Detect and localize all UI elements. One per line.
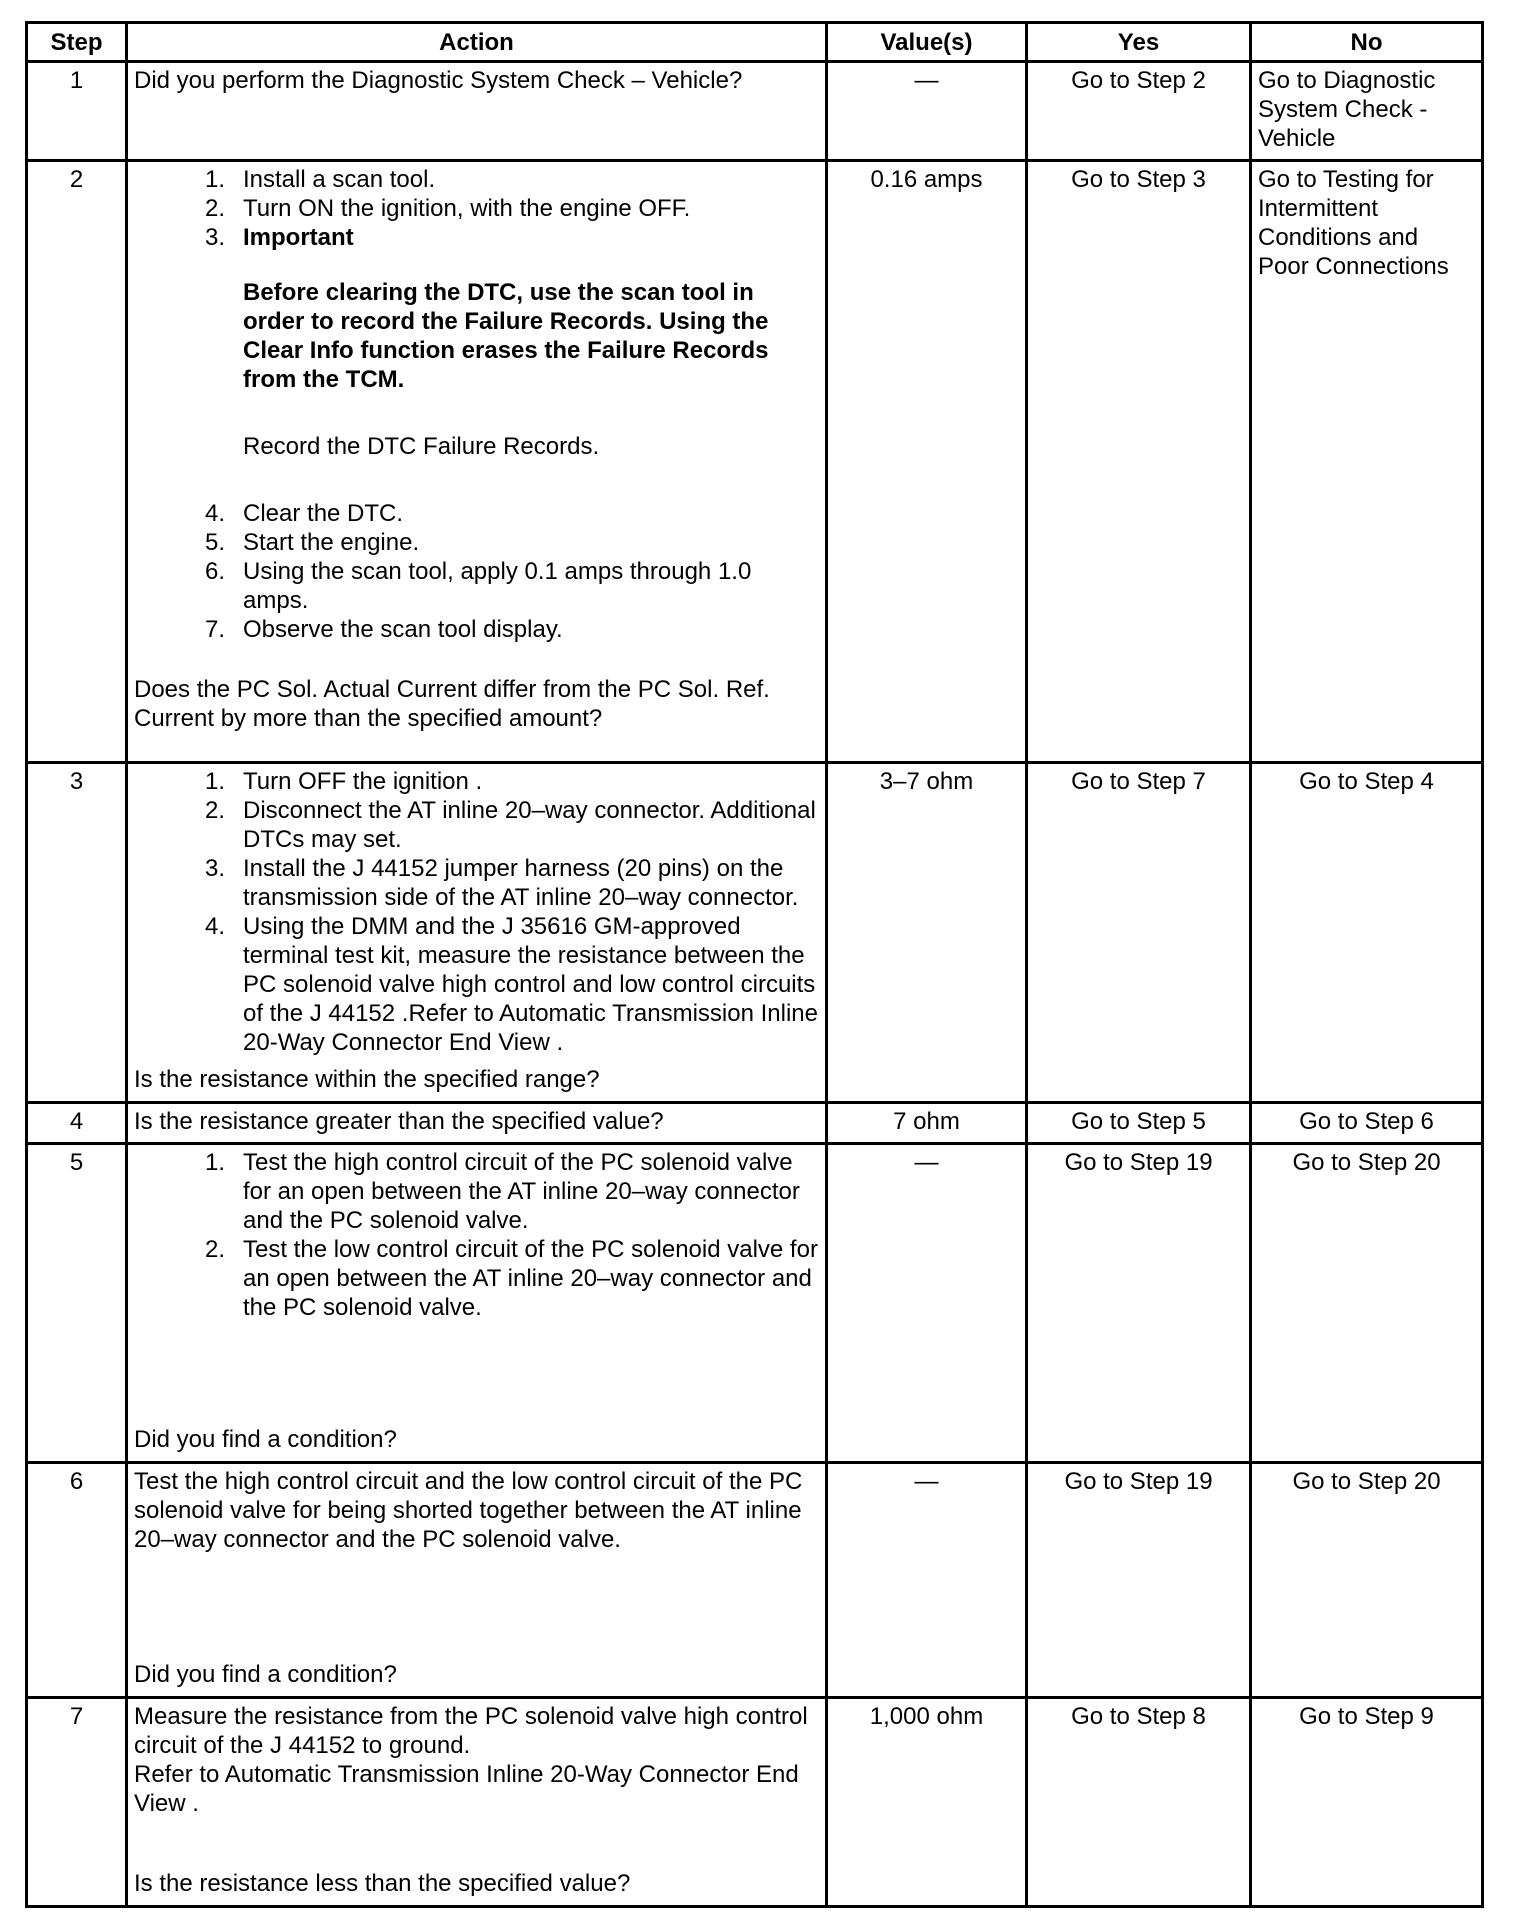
no-cell	[1251, 763, 1483, 1103]
no-link[interactable]: Go to Step 9	[1299, 1703, 1434, 1730]
item-text: Using the DMM and the J 35616 GM-approved terminal test kit, measure the resistance between the PC solenoid valve high control and low control circuits of the J 44152 .Refer to Automatic Transmission Inline 20-Way Connector End View .	[243, 913, 818, 1056]
diagnostic-table	[25, 21, 1484, 1908]
list-item	[134, 499, 819, 528]
value-text: —	[827, 62, 1027, 161]
list-item	[134, 557, 819, 615]
header-step: Step	[27, 23, 127, 62]
item-text: Test the low control circuit of the PC solenoid valve for an open between the AT inline 20–way connector and the PC solenoid valve.	[243, 1236, 818, 1321]
yes-link[interactable]: Go to Step 19	[1064, 1149, 1213, 1176]
important-label: Important	[243, 224, 354, 251]
no-link[interactable]: Go to Testing for Intermittent Conditions and Poor Connections	[1258, 166, 1449, 280]
item-number: 4.	[204, 500, 225, 527]
item-number: 6.	[204, 558, 225, 585]
item-number: 3.	[204, 224, 225, 251]
no-cell	[1251, 1698, 1483, 1907]
step-number: 3	[27, 763, 127, 1103]
table-row-step-6	[27, 1463, 1483, 1698]
no-cell	[1251, 62, 1483, 161]
item-text: Test the high control circuit of the PC solenoid valve for an open between the AT inline 20–way connector and the PC solenoid valve.	[243, 1149, 800, 1234]
step-number: 6	[27, 1463, 127, 1698]
table-row-step-1	[27, 62, 1483, 161]
important-note: Before clearing the DTC, use the scan tool in order to record the Failure Records. Using the Clear Info function erases the Failure Records from the TCM.	[243, 279, 769, 393]
no-cell	[1251, 1463, 1483, 1698]
no-link[interactable]: Go to Step 20	[1292, 1468, 1441, 1495]
table-row-step-2	[27, 161, 1483, 763]
table-row-step-4	[27, 1103, 1483, 1144]
header-yes: Yes	[1027, 23, 1251, 62]
question-text: Is the resistance within the specified range?	[134, 1066, 600, 1093]
yes-link[interactable]: Go to Step 8	[1071, 1703, 1206, 1730]
item-number: 1.	[204, 1149, 225, 1176]
item-text: Turn ON the ignition, with the engine OFF.	[243, 195, 691, 222]
question-text: Did you find a condition?	[134, 1661, 397, 1688]
action-text: Test the high control circuit and the low control circuit of the PC solenoid valve for being shorted together between the AT inline 20–way connector and the PC solenoid valve.	[134, 1468, 803, 1553]
header-action: Action	[127, 23, 827, 62]
item-text: Using the scan tool, apply 0.1 amps through 1.0 amps.	[243, 558, 752, 614]
question-text: Does the PC Sol. Actual Current differ from the PC Sol. Ref. Current by more than the specified amount?	[134, 676, 770, 732]
list-item	[134, 1235, 819, 1322]
yes-link[interactable]: Go to Step 3	[1071, 166, 1206, 193]
step-number: 7	[27, 1698, 127, 1907]
item-number: 3.	[204, 855, 225, 882]
no-cell	[1251, 1103, 1483, 1144]
no-cell	[1251, 161, 1483, 763]
list-item	[134, 767, 819, 796]
list-item	[134, 165, 819, 194]
action-list	[134, 165, 819, 252]
header-value: Value(s)	[827, 23, 1027, 62]
item-text: Disconnect the AT inline 20–way connector. Additional DTCs may set.	[243, 797, 816, 853]
no-link[interactable]: Go to Step 6	[1299, 1108, 1434, 1135]
yes-cell	[1027, 1463, 1251, 1698]
yes-link[interactable]: Go to Step 19	[1064, 1468, 1213, 1495]
step-number: 4	[27, 1103, 127, 1144]
item-number: 1.	[204, 166, 225, 193]
item-number: 2.	[204, 797, 225, 824]
item-number: 2.	[204, 1236, 225, 1263]
action-cell	[127, 763, 827, 1103]
question-text: Did you find a condition?	[134, 1426, 397, 1453]
yes-link[interactable]: Go to Step 7	[1071, 768, 1206, 795]
action-cell	[127, 161, 827, 763]
item-number: 5.	[204, 529, 225, 556]
no-link[interactable]: Go to Diagnostic System Check - Vehicle	[1258, 67, 1436, 152]
action-cell	[127, 1698, 827, 1907]
action-list	[134, 1148, 819, 1322]
item-text: Clear the DTC.	[243, 500, 404, 527]
yes-cell	[1027, 161, 1251, 763]
item-text: Install the J 44152 jumper harness (20 pins) on the transmission side of the AT inline 20–way connector.	[243, 855, 799, 911]
list-item	[134, 194, 819, 223]
header-no: No	[1251, 23, 1483, 62]
item-number: 4.	[204, 913, 225, 940]
header-row	[27, 23, 1483, 62]
item-text: Turn OFF the ignition .	[243, 768, 483, 795]
question-text: Is the resistance less than the specified value?	[134, 1870, 631, 1897]
action-text: Is the resistance greater than the specified value?	[127, 1103, 827, 1144]
yes-link[interactable]: Go to Step 2	[1071, 67, 1206, 94]
value-text: 7 ohm	[827, 1103, 1027, 1144]
item-number: 1.	[204, 768, 225, 795]
action-cell	[127, 1463, 827, 1698]
table-row-step-5	[27, 1144, 1483, 1463]
yes-cell	[1027, 62, 1251, 161]
value-text: —	[827, 1144, 1027, 1463]
table-row-step-7	[27, 1698, 1483, 1907]
no-cell	[1251, 1144, 1483, 1463]
action-text: Did you perform the Diagnostic System Check – Vehicle?	[127, 62, 827, 161]
refer-text: Refer to Automatic Transmission Inline 20-Way Connector End View .	[134, 1761, 799, 1817]
item-number: 2.	[204, 195, 225, 222]
step-number: 1	[27, 62, 127, 161]
list-item	[134, 796, 819, 854]
list-item	[134, 615, 819, 644]
action-list	[134, 499, 819, 644]
list-item	[134, 223, 819, 252]
list-item	[134, 854, 819, 912]
yes-cell	[1027, 1698, 1251, 1907]
item-text: Start the engine.	[243, 529, 420, 556]
list-item	[134, 912, 819, 1057]
value-text: 1,000 ohm	[827, 1698, 1027, 1907]
action-text: Measure the resistance from the PC solenoid valve high control circuit of the J 44152 to ground.	[134, 1703, 808, 1759]
action-cell	[127, 1144, 827, 1463]
table-row-step-3	[27, 763, 1483, 1103]
step-number: 5	[27, 1144, 127, 1463]
item-text: Install a scan tool.	[243, 166, 436, 193]
action-list	[134, 767, 819, 1057]
value-text: 0.16 amps	[827, 161, 1027, 763]
step-number: 2	[27, 161, 127, 763]
value-text: 3–7 ohm	[827, 763, 1027, 1103]
value-text: —	[827, 1463, 1027, 1698]
list-item	[134, 528, 819, 557]
record-text: Record the DTC Failure Records.	[243, 433, 600, 460]
no-link[interactable]: Go to Step 20	[1292, 1149, 1441, 1176]
no-link[interactable]: Go to Step 4	[1299, 768, 1434, 795]
yes-cell	[1027, 1144, 1251, 1463]
yes-cell	[1027, 763, 1251, 1103]
yes-cell	[1027, 1103, 1251, 1144]
yes-link[interactable]: Go to Step 5	[1071, 1108, 1206, 1135]
list-item	[134, 1148, 819, 1235]
item-text: Observe the scan tool display.	[243, 616, 563, 643]
item-number: 7.	[204, 616, 225, 643]
